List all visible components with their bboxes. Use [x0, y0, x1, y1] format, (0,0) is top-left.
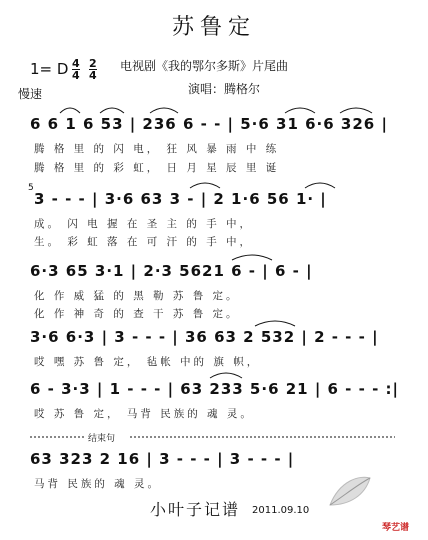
slur: [190, 183, 220, 188]
score-row-6-lyrics: 马背 民族的 魂 灵。: [34, 478, 162, 490]
score-row-4-notes: 3·6 6·3 | 3 - - - | 36 63 2 532 | 2 - - - |: [30, 328, 379, 346]
transcriber-signature: 小叶子记谱: [150, 500, 241, 519]
score-row-3-notes: 6·3 65 3·1 | 2·3 5621 6 - | 6 - |: [30, 262, 313, 280]
key-signature: 1= D: [30, 60, 69, 78]
song-subtitle: 电视剧《我的鄂尔多斯》片尾曲: [120, 59, 289, 73]
measure-number: 5: [28, 183, 34, 193]
score-row-2-notes: 3 - - - | 3·6 63 3 - | 2 1·6 56 1· |: [34, 190, 327, 208]
score-row-1-lyrics-2: 腾 格 里 的 彩 虹， 日 月 星 辰 里 诞: [34, 162, 280, 174]
score-row-5-notes: 6 - 3·3 | 1 - - - | 63 233 5·6 21 | 6 - - - :|: [30, 380, 400, 398]
score-row-4-lyrics: 哎 嘿 苏 鲁 定， 毡帐 中的 旗 帜，: [34, 356, 261, 368]
score-row-1-lyrics-1: 腾 格 里 的 闪 电， 狂 风 暴 雨 中 练: [34, 143, 280, 155]
slur: [100, 108, 124, 113]
slur: [150, 108, 178, 113]
slur: [340, 108, 372, 113]
score-row-2-lyrics-1: 成。 闪 电 握 在 圣 主 的 手 中，: [34, 218, 254, 230]
time-signature-2: 2 4: [89, 57, 97, 82]
page-title: 苏鲁定: [171, 15, 256, 40]
slur: [285, 108, 315, 113]
tempo-marking: 慢速: [18, 87, 43, 101]
slur: [305, 183, 335, 188]
transcription-date: 2011.09.10: [252, 505, 310, 516]
singer-credit: 演唱：腾格尔: [188, 82, 261, 96]
score-row-3-lyrics-1: 化 作 威 猛 的 黑 勒 苏 鲁 定。: [34, 290, 240, 302]
score-row-5-lyrics: 哎 苏 鲁 定， 马背 民族的 魂 灵。: [34, 408, 254, 420]
score-row-2-lyrics-2: 生。 彩 虹 落 在 可 汗 的 手 中，: [34, 236, 254, 248]
site-logo: 琴艺谱: [382, 523, 410, 533]
slur: [210, 373, 242, 378]
slur: [232, 255, 272, 260]
time-signature-1: 4 4: [72, 57, 80, 82]
ending-label: 结束句: [88, 434, 116, 444]
score-row-1-notes: 6 6 1 6 53 | 236 6 - - | 5·6 31 6·6 326 |: [30, 115, 388, 133]
slur: [255, 321, 295, 326]
slur: [60, 108, 80, 113]
score-row-3-lyrics-2: 化 作 神 奇 的 查 干 苏 鲁 定。: [34, 308, 240, 320]
score-row-6-notes: 63 323 2 16 | 3 - - - | 3 - - - |: [30, 450, 295, 468]
